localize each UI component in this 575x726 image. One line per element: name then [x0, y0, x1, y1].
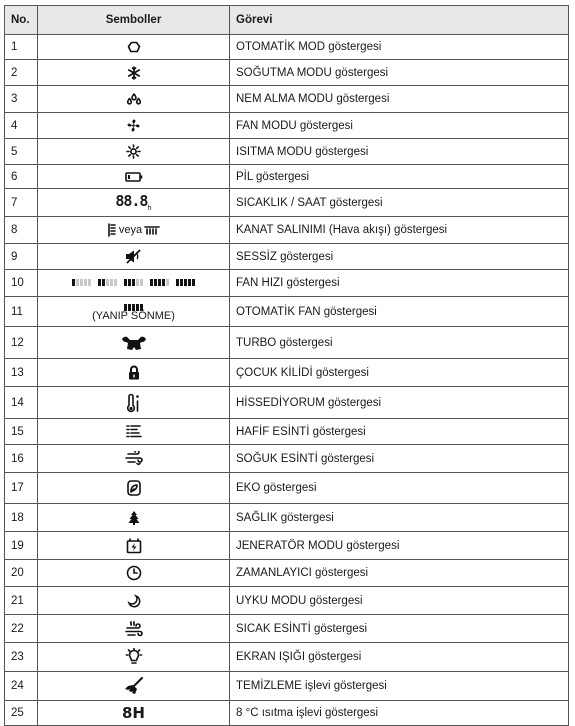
row-number: 1 [5, 35, 38, 60]
table-row [5, 387, 569, 419]
heating-8c-icon: 8H [122, 703, 145, 722]
table-row [5, 643, 569, 672]
digital-display-icon: $88.8_h$ [115, 191, 152, 212]
symbol-cell [38, 615, 230, 643]
task-description: EKRAN IŞIĞI göstergesi [230, 643, 569, 672]
table-row [5, 35, 569, 60]
symbol-cell [38, 504, 230, 532]
row-number: 22 [5, 615, 38, 643]
symbol-cell [38, 560, 230, 587]
row-number: 25 [5, 701, 38, 726]
row-number: 11 [5, 297, 38, 327]
row-number: 7 [5, 189, 38, 217]
row-number: 23 [5, 643, 38, 672]
table-row [5, 165, 569, 189]
warm-breeze-icon [125, 621, 143, 637]
row-number: 18 [5, 504, 38, 532]
auto-mode-icon [127, 40, 141, 54]
task-description: PİL göstergesi [230, 165, 569, 189]
symbol-cell [38, 297, 230, 327]
i-feel-icon [126, 393, 142, 413]
task-description: EKO göstergesi [230, 473, 569, 504]
table-row [5, 244, 569, 270]
task-description: ISITMA MODU göstergesi [230, 139, 569, 165]
symbol-cell [38, 217, 230, 244]
table-row [5, 113, 569, 139]
symbol-cell [38, 387, 230, 419]
task-description: ZAMANLAYICI göstergesi [230, 560, 569, 587]
table-row [5, 297, 569, 327]
symbol-cell [38, 587, 230, 615]
indicator-table [4, 5, 569, 726]
task-description: SOĞUTMA MODU göstergesi [230, 60, 569, 86]
eco-leaf-icon [127, 480, 141, 496]
or-text: veya [118, 224, 143, 236]
row-number: 16 [5, 445, 38, 473]
symbol-cell [38, 113, 230, 139]
task-description: JENERATÖR MODU göstergesi [230, 532, 569, 560]
task-description: UYKU MODU göstergesi [230, 587, 569, 615]
symbol-cell [38, 189, 230, 217]
symbol-cell [38, 643, 230, 672]
light-bulb-icon [125, 648, 143, 666]
symbol-cell [38, 327, 230, 359]
table-row [5, 445, 569, 473]
task-description: SICAKLIK / SAAT göstergesi [230, 189, 569, 217]
table-row [5, 86, 569, 113]
table-row [5, 672, 569, 701]
symbol-cell [38, 359, 230, 387]
header-symbols: Semboller [38, 6, 230, 35]
tree-icon [128, 510, 140, 526]
task-description: NEM ALMA MODU göstergesi [230, 86, 569, 113]
task-description: ÇOCUK KİLİDİ göstergesi [230, 359, 569, 387]
snowflake-icon [127, 66, 141, 80]
row-number: 5 [5, 139, 38, 165]
symbol-cell [38, 165, 230, 189]
header-no: No. [5, 6, 38, 35]
table-row [5, 587, 569, 615]
row-number: 9 [5, 244, 38, 270]
row-number: 14 [5, 387, 38, 419]
row-number: 10 [5, 270, 38, 297]
symbol-cell [38, 701, 230, 726]
task-description: KANAT SALINIMI (Hava akışı) göstergesi [230, 217, 569, 244]
task-description: HİSSEDİYORUM göstergesi [230, 387, 569, 419]
table-row [5, 532, 569, 560]
table-row [5, 419, 569, 445]
fan-speed-icon [72, 279, 195, 286]
header-task: Görevi [230, 6, 569, 35]
task-description: SESSİZ göstergesi [230, 244, 569, 270]
task-description: 8 °C ısıtma işlevi göstergesi [230, 701, 569, 726]
task-description: HAFİF ESİNTİ göstergesi [230, 419, 569, 445]
table-row [5, 701, 569, 726]
symbol-cell [38, 445, 230, 473]
table-row [5, 217, 569, 244]
row-number: 2 [5, 60, 38, 86]
task-description: TEMİZLEME işlevi göstergesi [230, 672, 569, 701]
table-row [5, 139, 569, 165]
turbo-icon [121, 335, 147, 351]
cool-breeze-icon [125, 451, 143, 466]
row-number: 17 [5, 473, 38, 504]
fan-icon [126, 118, 141, 133]
task-description: OTOMATİK FAN göstergesi [230, 297, 569, 327]
table-row [5, 473, 569, 504]
task-description: SAĞLIK göstergesi [230, 504, 569, 532]
vertical-swing-icon [107, 223, 117, 237]
generator-icon [126, 538, 142, 554]
silent-icon [125, 249, 143, 264]
table-row [5, 189, 569, 217]
battery-icon [125, 172, 143, 182]
table-row [5, 560, 569, 587]
table-row [5, 359, 569, 387]
row-number: 8 [5, 217, 38, 244]
task-description: SOĞUK ESİNTİ göstergesi [230, 445, 569, 473]
row-number: 13 [5, 359, 38, 387]
row-number: 24 [5, 672, 38, 701]
sun-icon [126, 144, 141, 159]
table-row [5, 270, 569, 297]
task-description: FAN HIZI göstergesi [230, 270, 569, 297]
task-description: TURBO göstergesi [230, 327, 569, 359]
row-number: 4 [5, 113, 38, 139]
water-drops-icon [126, 92, 142, 106]
symbol-cell [38, 473, 230, 504]
broom-icon [124, 677, 144, 695]
moon-icon [127, 594, 141, 608]
task-description: FAN MODU göstergesi [230, 113, 569, 139]
symbol-cell [38, 86, 230, 113]
row-number: 12 [5, 327, 38, 359]
symbol-cell [38, 244, 230, 270]
table-row [5, 615, 569, 643]
symbol-cell [38, 672, 230, 701]
row-number: 3 [5, 86, 38, 113]
symbol-cell [38, 35, 230, 60]
row-number: 19 [5, 532, 38, 560]
row-number: 21 [5, 587, 38, 615]
task-description: SICAK ESİNTİ göstergesi [230, 615, 569, 643]
task-description: OTOMATİK MOD göstergesi [230, 35, 569, 60]
blink-caption: (YANIP SÖNME) [92, 309, 175, 322]
symbol-cell [38, 60, 230, 86]
lock-icon [128, 365, 140, 380]
symbol-cell [38, 419, 230, 445]
row-number: 20 [5, 560, 38, 587]
table-row [5, 60, 569, 86]
gentle-breeze-icon [126, 424, 142, 439]
clock-icon [126, 565, 142, 581]
symbol-cell [38, 270, 230, 297]
symbol-cell [38, 532, 230, 560]
table-header-row [5, 6, 569, 35]
row-number: 15 [5, 419, 38, 445]
auto-fan-icon [92, 304, 175, 322]
row-number: 6 [5, 165, 38, 189]
horizontal-swing-icon [144, 225, 160, 235]
table-row [5, 504, 569, 532]
table-row [5, 327, 569, 359]
symbol-cell [38, 139, 230, 165]
